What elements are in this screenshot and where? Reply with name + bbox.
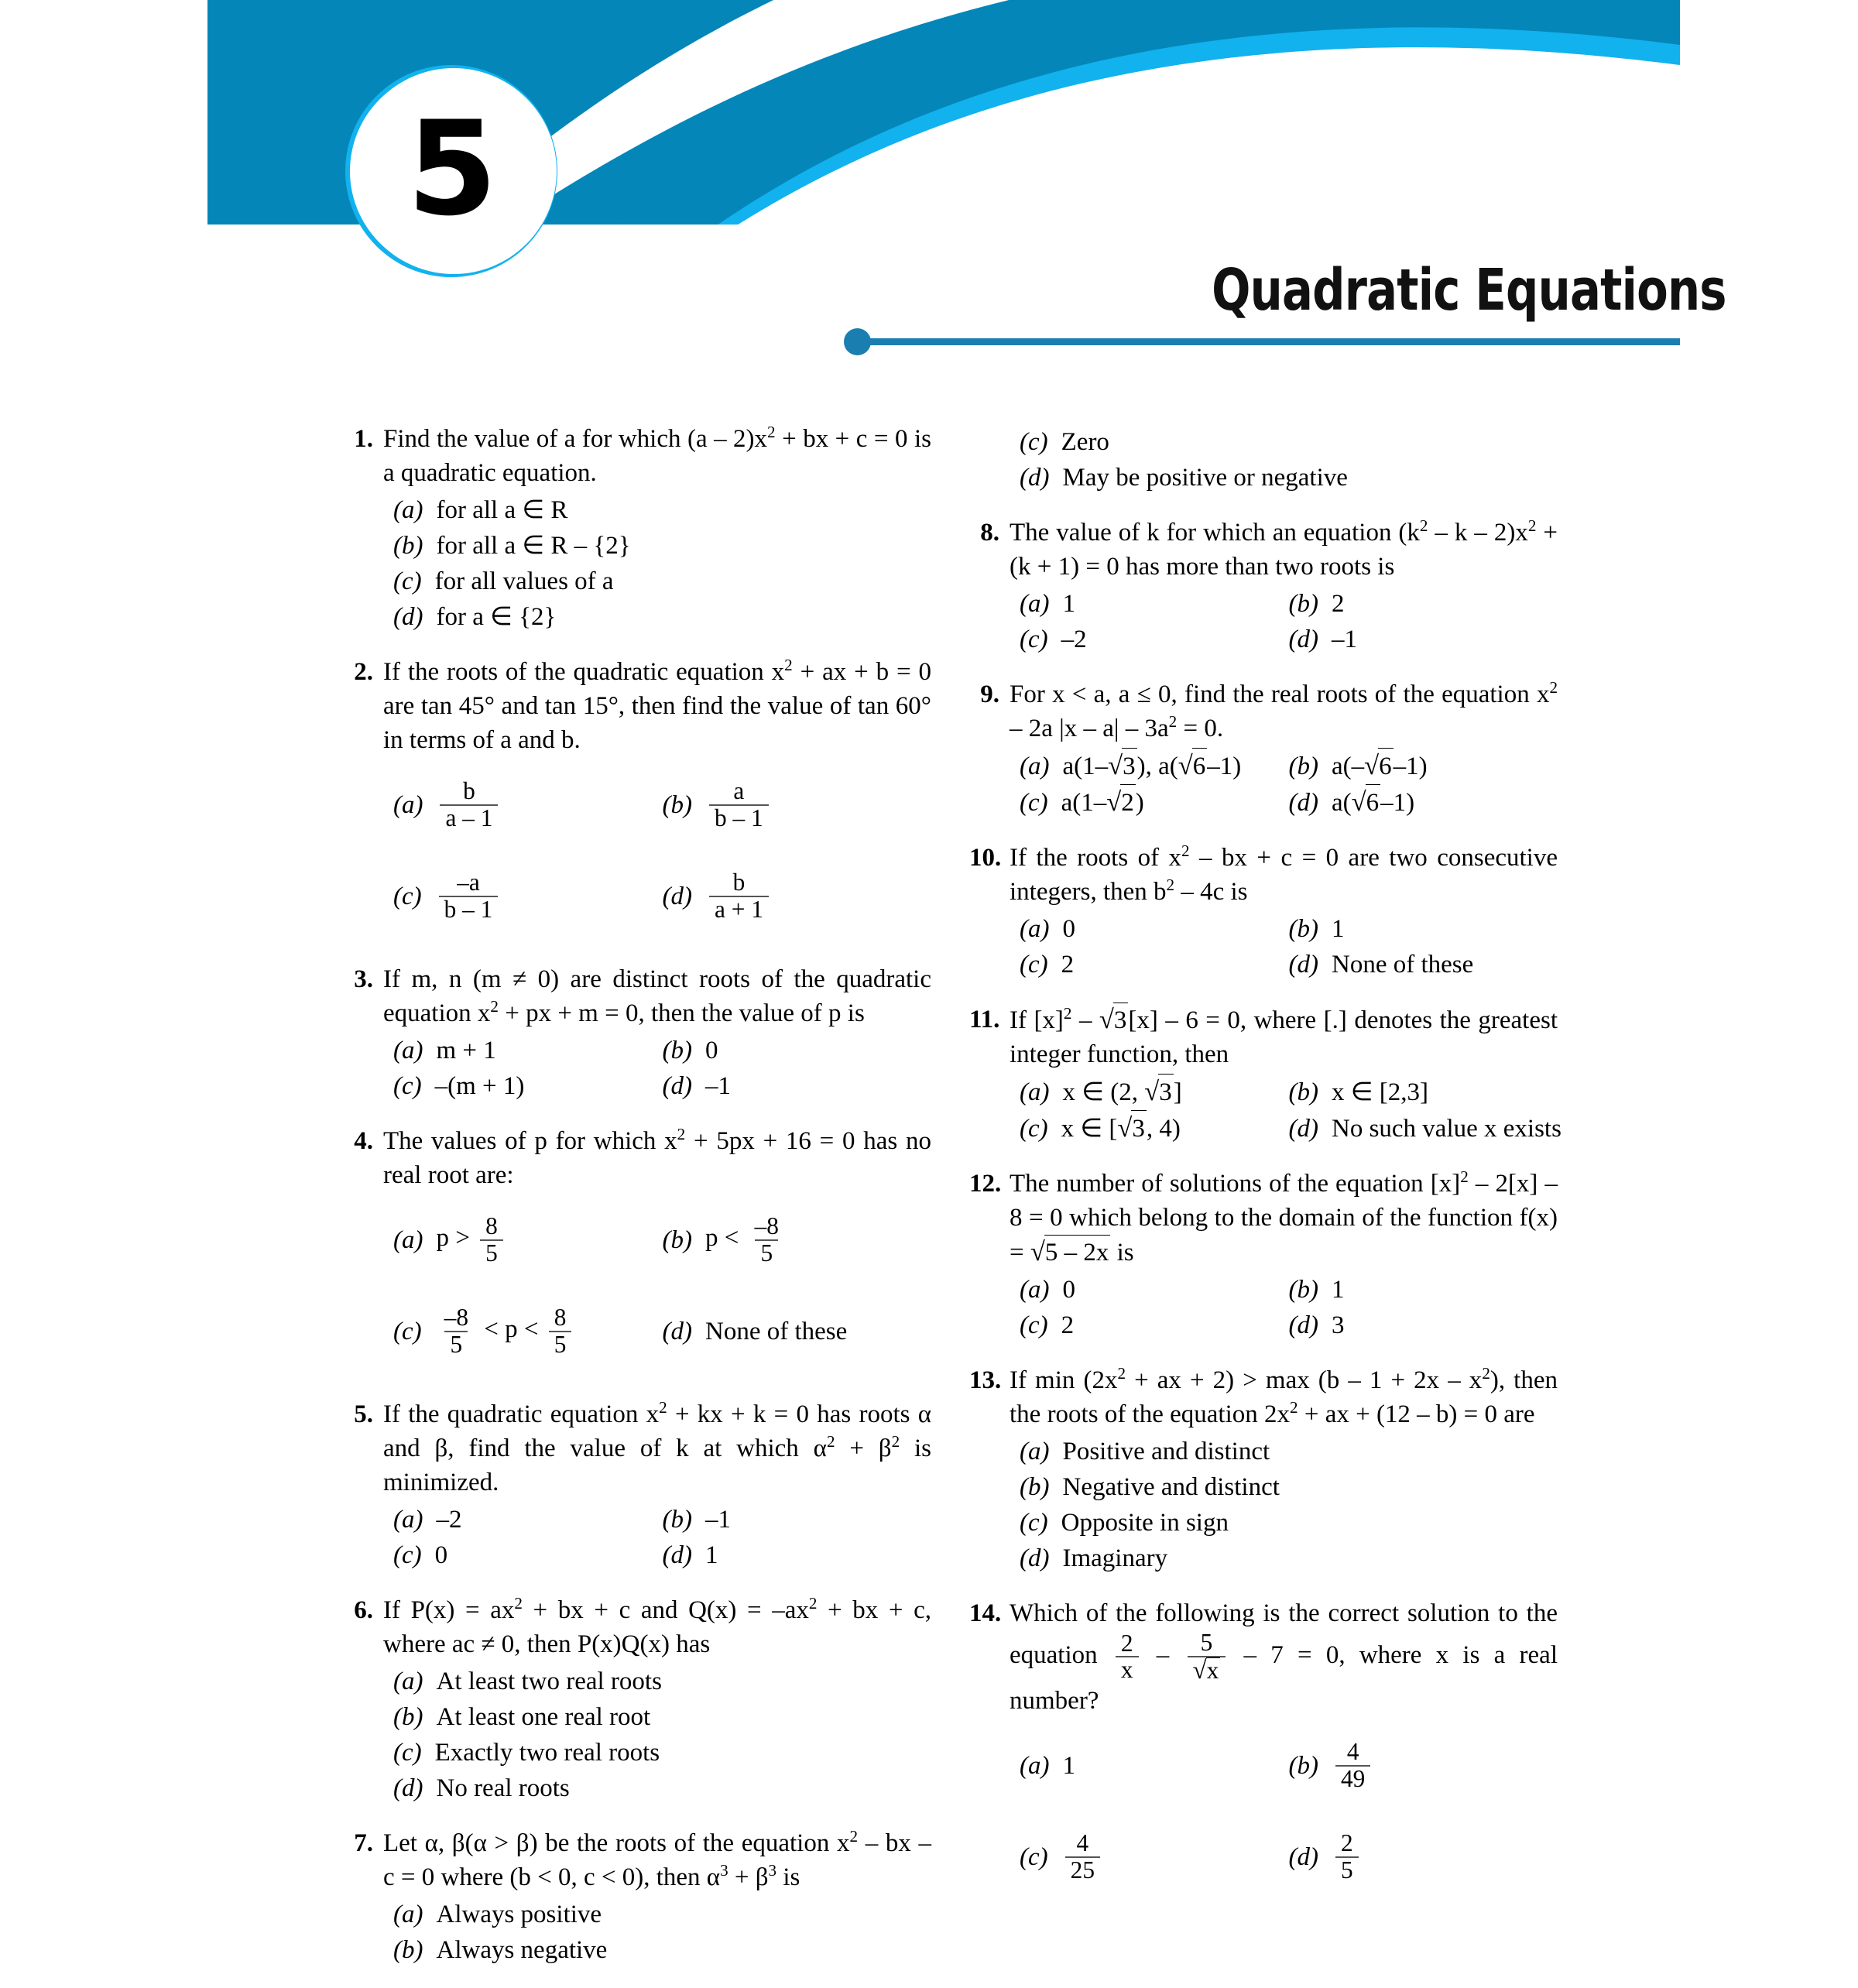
option-label: (a): [393, 1668, 423, 1695]
option-text: x ∈ [√3, 4): [1061, 1110, 1181, 1147]
question-text: If the roots of $x^2$ – bx + c = 0 are two consecutive integers, then $b^2 - 4c$ is: [1010, 841, 1558, 906]
title-rule: [850, 338, 1680, 345]
option-text: [436, 779, 502, 831]
option-text: –(m + 1): [434, 1072, 525, 1100]
option-label: (a): [393, 791, 423, 819]
question-text: If $\min (2x^2$ + ax + $2) > \max (b - 1 + 2x - x^2)$, then the roots of the equation $2x^2$ + ax + (12 – b) = 0 are: [1010, 1364, 1558, 1428]
question-number: 5.: [354, 1400, 373, 1428]
option-list: [393, 1195, 931, 1377]
question-item: [969, 1167, 1558, 1343]
option-label: (b): [662, 1226, 692, 1254]
option-d[interactable]: [1289, 622, 1558, 657]
option-label: (a): [1020, 1438, 1050, 1465]
option-text: 1: [1331, 1276, 1345, 1304]
option-text: 0: [1062, 915, 1075, 943]
question-text: The values of p for which $x^2 + 5px + 16 = 0$ has no real root are:: [383, 1125, 931, 1189]
option-c[interactable]: [1020, 1811, 1289, 1903]
option-text: Always positive: [436, 1901, 602, 1928]
option-text: –1: [1331, 626, 1357, 653]
option-label: (c): [1020, 951, 1048, 979]
option-label: (b): [1288, 1078, 1318, 1106]
option-label: (d): [662, 1541, 692, 1569]
option-label: (d): [1288, 1114, 1318, 1143]
option-label: (b): [1288, 915, 1318, 943]
option-text: $\frac{-8}{5}$ < p < $\frac{8}{5}$: [435, 1305, 576, 1357]
option-b[interactable]: [1289, 586, 1558, 622]
question-column-left: [343, 422, 931, 1988]
option-label: (d): [1288, 1311, 1318, 1339]
question-item: [969, 677, 1558, 821]
option-label: (c): [1020, 1114, 1048, 1143]
option-label: (a): [393, 496, 423, 524]
chapter-number: 5: [406, 93, 496, 245]
option-label: (b): [662, 791, 692, 819]
option-text: x ∈ (2, √3]: [1062, 1074, 1181, 1110]
question-stem: [969, 1167, 1558, 1270]
fraction: $\frac{2}{5}$: [1335, 1831, 1359, 1883]
option-a[interactable]: [1020, 1074, 1289, 1110]
fraction: $\frac{-8}{5}$: [444, 1304, 468, 1358]
option-text: 2: [1331, 590, 1345, 618]
option-list: [393, 1502, 931, 1573]
option-label: (c): [1020, 626, 1048, 653]
question-number: 1.: [354, 425, 373, 453]
option-text: Exactly two real roots: [434, 1739, 660, 1767]
question-stem: [969, 1596, 1558, 1718]
question-text: If $[x]^2 - √3[x] - 6 = 0$, where [.] denotes the greatest integer function, then: [1010, 1004, 1558, 1068]
option-label: (d): [393, 1774, 423, 1802]
option-text: for all a ∈ R: [436, 496, 568, 524]
option-text: p < $\frac{-8}{5}$: [705, 1214, 788, 1266]
option-label: (b): [393, 1703, 423, 1731]
question-number: 8.: [980, 519, 999, 547]
option-c[interactable]: [393, 1537, 663, 1573]
option-c[interactable]: [393, 1068, 663, 1104]
option-label: (b): [662, 1037, 692, 1064]
option-a[interactable]: [393, 1502, 663, 1537]
option-b[interactable]: [663, 1195, 932, 1286]
option-a[interactable]: [1020, 748, 1289, 784]
option-a[interactable]: [1020, 586, 1289, 622]
option-text: None of these: [704, 1318, 848, 1345]
option-text: 1: [704, 1541, 718, 1569]
option-label: (c): [393, 1318, 422, 1345]
option-c[interactable]: [1020, 1308, 1289, 1343]
option-text: x ∈ [2,3]: [1331, 1078, 1428, 1106]
question-stem: [343, 1593, 931, 1661]
question-stem: [343, 962, 931, 1030]
option-text: 1: [1331, 915, 1345, 943]
fraction: $\frac{-8}{5}$: [754, 1212, 779, 1266]
question-item: [343, 422, 931, 635]
option-list: [393, 759, 931, 942]
option-b[interactable]: [663, 1033, 932, 1068]
option-d[interactable]: [1289, 947, 1558, 982]
option-d[interactable]: [1020, 1541, 1558, 1576]
fraction: $\frac{4}{25}$: [1065, 1831, 1100, 1883]
option-text: Zero: [1061, 428, 1109, 456]
option-text: a(1–√2): [1061, 784, 1144, 821]
option-c[interactable]: [393, 851, 663, 942]
question-item: [343, 962, 931, 1104]
fraction: $\frac{2}{x}$: [1116, 1631, 1139, 1683]
option-d[interactable]: [663, 1068, 932, 1104]
option-label: (d): [1288, 951, 1318, 979]
question-text: Which of the following is the correct solution to the equation $\frac{2}{x}$ – $\frac{5}{√x}$ – 7 = 0, where x is a real number?: [1010, 1599, 1558, 1715]
question-stem: [969, 1363, 1558, 1431]
option-text: At least one real root: [436, 1703, 651, 1731]
option-list: [393, 1033, 931, 1104]
option-b[interactable]: [663, 1502, 932, 1537]
option-list: [1020, 911, 1558, 982]
option-text: [1061, 1831, 1104, 1883]
question-number: 3.: [354, 965, 373, 993]
option-label: (d): [1020, 1544, 1050, 1572]
option-label: (d): [662, 1318, 692, 1345]
option-text: None of these: [1331, 951, 1474, 979]
option-text: 1: [1062, 590, 1075, 618]
fraction: $\frac{b}{a + 1}$: [709, 870, 769, 922]
question-text: The value of k for which an equation $(k^2 - k - 2)x^2 + (k + 1) = 0$ has more than two roots is: [1010, 516, 1558, 581]
option-d[interactable]: [663, 1286, 932, 1377]
option-label: (d): [1020, 464, 1050, 492]
question-stem: [969, 841, 1558, 909]
option-b[interactable]: [393, 528, 931, 564]
option-list: [1020, 748, 1558, 821]
fraction: $\frac{b}{a - 1}$: [440, 779, 498, 831]
option-b[interactable]: [1289, 1272, 1558, 1308]
question-text: If m, n (m ≠ 0) are distinct roots of the quadratic equation $x^2$ + px + m = 0, then the value of p is: [383, 965, 931, 1027]
question-item: [969, 1596, 1558, 1903]
question-number: 7.: [354, 1829, 373, 1857]
chapter-header-banner: [0, 0, 1858, 364]
option-label: (c): [393, 883, 422, 910]
option-a[interactable]: [393, 1664, 931, 1699]
option-label: (d): [393, 603, 423, 631]
option-text: Negative and distinct: [1062, 1473, 1280, 1501]
question-item: [343, 1397, 931, 1573]
question-stem: [343, 422, 931, 490]
option-d[interactable]: [1020, 460, 1558, 495]
option-list: [1020, 1272, 1558, 1343]
fraction: $\frac{-a}{b - 1}$: [439, 870, 499, 922]
option-b[interactable]: [1020, 1469, 1558, 1505]
option-label: (c): [1020, 1842, 1048, 1871]
option-label: (d): [1288, 788, 1318, 817]
fraction: $\frac{8}{5}$: [480, 1214, 503, 1266]
option-d[interactable]: [663, 851, 932, 942]
option-text: 0: [704, 1037, 718, 1064]
option-c[interactable]: [1020, 424, 1558, 460]
option-text: 1: [1062, 1751, 1075, 1780]
question-number: 9.: [980, 680, 999, 708]
option-c[interactable]: [1020, 622, 1289, 657]
option-text: –2: [436, 1506, 462, 1534]
option-label: (b): [1288, 752, 1318, 780]
option-text: p > $\frac{8}{5}$: [436, 1214, 506, 1266]
option-list: [393, 1897, 931, 1968]
option-text: Opposite in sign: [1061, 1509, 1229, 1537]
option-text: Always negative: [436, 1936, 608, 1964]
option-label: (a): [1020, 1078, 1050, 1106]
option-list: [1020, 1720, 1558, 1903]
option-d[interactable]: [393, 1770, 931, 1806]
question-item: [969, 516, 1558, 657]
option-b[interactable]: [1289, 911, 1558, 947]
option-c[interactable]: [1020, 784, 1289, 821]
question-text: For x < a, a ≤ 0, find the real roots of the equation $x^2 - 2a$ $|x - a| - 3a^2 = 0$.: [1010, 678, 1558, 742]
option-list: [393, 492, 931, 635]
option-label: (b): [662, 1506, 692, 1534]
question-item-continued: [969, 424, 1558, 495]
option-a[interactable]: [1020, 1272, 1289, 1308]
option-b[interactable]: [393, 1932, 931, 1968]
question-number: 6.: [354, 1596, 373, 1624]
title-rule-dot: [844, 328, 871, 355]
question-stem: [969, 1003, 1558, 1071]
question-item: [969, 1003, 1561, 1147]
option-d[interactable]: [1289, 784, 1558, 821]
option-text: Positive and distinct: [1062, 1438, 1270, 1465]
option-text: 3: [1331, 1311, 1345, 1339]
option-label: (d): [1288, 626, 1318, 653]
option-b[interactable]: [1289, 1720, 1558, 1811]
option-a[interactable]: [393, 1195, 663, 1286]
option-text: [1332, 1740, 1374, 1791]
question-item: [969, 841, 1558, 982]
option-text: –2: [1061, 626, 1087, 653]
fraction: $\frac{4}{49}$: [1335, 1740, 1370, 1791]
option-label: (a): [1020, 915, 1050, 943]
option-d[interactable]: [393, 599, 931, 635]
option-b[interactable]: [393, 1699, 931, 1735]
chapter-number-badge: [350, 70, 553, 272]
option-a[interactable]: [393, 492, 931, 528]
option-text: 2: [1061, 951, 1075, 979]
option-text: [705, 870, 773, 922]
option-text: [705, 779, 773, 831]
option-list: [393, 1664, 931, 1806]
option-label: (c): [1020, 428, 1048, 456]
question-stem: [343, 1826, 931, 1894]
option-text: 0: [434, 1541, 448, 1569]
option-text: –1: [704, 1072, 731, 1100]
option-b[interactable]: [1289, 1074, 1558, 1110]
option-text: No real roots: [436, 1774, 570, 1802]
fraction: $\frac{8}{5}$: [549, 1305, 572, 1357]
option-label: (c): [1020, 788, 1048, 817]
question-text: Find the value of a for which $(a - 2)x^2$ + bx + c = 0 is a quadratic equation.: [383, 423, 931, 487]
option-a[interactable]: [1020, 1720, 1289, 1811]
question-column-right: [969, 422, 1561, 1923]
question-stem: [969, 516, 1558, 584]
option-label: (b): [393, 1936, 423, 1964]
question-text: If $P(x) = ax^2$ + bx + c and $Q(x) = -ax^2$ + bx + c, where ac ≠ 0, then P(x)Q(x) has: [383, 1594, 931, 1658]
page-title: Quadratic Equations: [1212, 257, 1726, 324]
option-label: (d): [1288, 1842, 1318, 1871]
question-text: If the quadratic equation $x^2$ + kx + k = 0 has roots α and β, find the value of k at which $\alpha^2 + \beta^2$ is minimized.: [383, 1398, 932, 1496]
question-number: 10.: [969, 844, 1002, 872]
option-label: (b): [1288, 1751, 1318, 1780]
question-text: The number of solutions of the equation $[x]^2 - 2[x] - 8 = 0$ which belong to the domain of the function f(x) = √5 – 2x is: [1010, 1167, 1558, 1270]
question-number: 11.: [969, 1006, 1000, 1033]
option-text: for all values of a: [434, 567, 614, 595]
option-c[interactable]: [393, 1735, 931, 1770]
option-a[interactable]: [393, 1033, 663, 1068]
option-label: (c): [1020, 1509, 1048, 1537]
option-text: a(1–√3), a(√6–1): [1062, 748, 1241, 784]
question-stem: [343, 1397, 931, 1500]
option-text: [435, 870, 502, 922]
option-c[interactable]: [393, 564, 931, 599]
option-label: (c): [393, 1072, 422, 1100]
question-item: [343, 655, 931, 942]
option-label: (c): [393, 1739, 422, 1767]
option-text: –1: [704, 1506, 731, 1534]
option-a[interactable]: [1020, 911, 1289, 947]
option-label: (c): [393, 1541, 422, 1569]
option-label: (a): [393, 1037, 423, 1064]
option-list: [1020, 424, 1558, 495]
option-label: (b): [1288, 1276, 1318, 1304]
option-d[interactable]: [1288, 1110, 1561, 1147]
option-a[interactable]: [1020, 1434, 1558, 1469]
option-text: 0: [1062, 1276, 1075, 1304]
option-text: 2: [1061, 1311, 1075, 1339]
option-label: (a): [393, 1901, 423, 1928]
question-number: 12.: [969, 1170, 1002, 1198]
option-list: [1020, 1074, 1561, 1147]
question-number: 14.: [969, 1599, 1002, 1627]
option-c[interactable]: [1020, 947, 1289, 982]
question-item: [969, 1363, 1558, 1576]
option-list: [1020, 586, 1558, 657]
option-label: (a): [1020, 590, 1050, 618]
fraction: $\frac{a}{b - 1}$: [709, 779, 769, 831]
option-label: (a): [1020, 752, 1050, 780]
option-label: (a): [393, 1506, 423, 1534]
option-d[interactable]: [663, 1537, 932, 1573]
option-text: [1332, 1831, 1363, 1883]
option-label: (b): [393, 532, 423, 560]
option-a[interactable]: [393, 759, 663, 851]
question-stem: [343, 1124, 931, 1192]
option-a[interactable]: [393, 1897, 931, 1932]
option-label: (a): [393, 1226, 423, 1254]
question-item: [343, 1593, 931, 1806]
question-text: Let α, β(α > β) be the roots of the equation $x^2$ – bx – c = 0 where (b < 0, c < 0), then $\alpha^3 + \beta^3$ is: [383, 1827, 932, 1891]
question-stem: [343, 655, 931, 757]
question-item: [343, 1124, 931, 1377]
option-text: a(–√6–1): [1332, 748, 1428, 784]
question-stem: [969, 677, 1558, 746]
option-text: May be positive or negative: [1062, 464, 1348, 492]
option-label: (c): [393, 567, 422, 595]
question-number: 2.: [354, 658, 373, 686]
option-label: (a): [1020, 1751, 1050, 1780]
option-c[interactable]: [1020, 1505, 1558, 1541]
option-c[interactable]: [1020, 1110, 1289, 1147]
option-text: for all a ∈ R – {2}: [436, 532, 631, 560]
question-text: If the roots of the quadratic equation $x^2$ + ax + b = 0 are tan 45° and tan 15°, then find the value of tan 60° in terms of a and b.: [383, 656, 932, 754]
option-label: (d): [662, 883, 692, 910]
option-d[interactable]: [1289, 1811, 1558, 1903]
option-text: No such value x exists: [1331, 1114, 1561, 1143]
option-text: for a ∈ {2}: [436, 603, 557, 631]
option-label: (a): [1020, 1276, 1050, 1304]
option-label: (d): [662, 1072, 692, 1100]
option-d[interactable]: [1289, 1308, 1558, 1343]
question-item: [343, 1826, 931, 1968]
option-label: (b): [1288, 590, 1318, 618]
option-list: [1020, 1434, 1558, 1576]
option-text: At least two real roots: [436, 1668, 662, 1695]
option-label: (b): [1020, 1473, 1050, 1501]
option-b[interactable]: [663, 759, 932, 851]
question-number: 13.: [969, 1366, 1002, 1394]
option-b[interactable]: [1289, 748, 1558, 784]
option-c[interactable]: [393, 1286, 663, 1377]
option-label: (c): [1020, 1311, 1048, 1339]
option-text: Imaginary: [1062, 1544, 1168, 1572]
option-text: m + 1: [436, 1037, 496, 1064]
question-number: 4.: [354, 1127, 373, 1155]
option-text: a(√6–1): [1332, 784, 1414, 821]
